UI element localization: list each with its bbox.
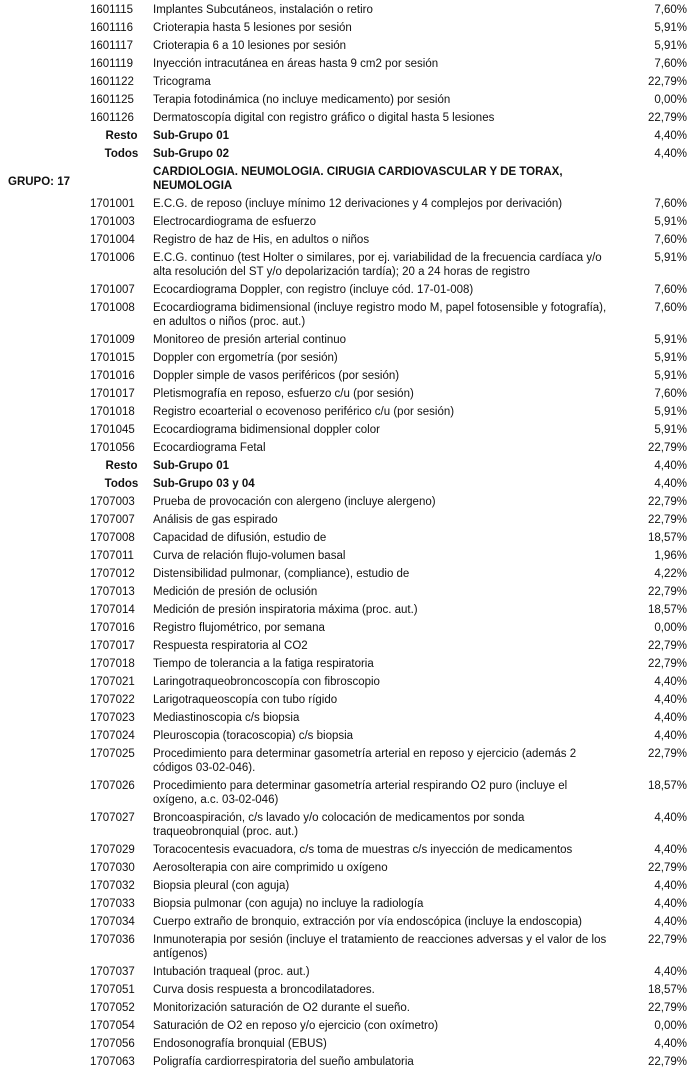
row-percentage: 4,40% <box>654 712 687 724</box>
row-description: Tiempo de tolerancia a la fatiga respiratoria <box>153 658 374 670</box>
table-row <box>0 251 687 279</box>
row-percentage: 4,40% <box>654 730 687 742</box>
row-percentage: 7,60% <box>654 302 687 314</box>
table-row <box>0 1019 687 1033</box>
row-description: Pleuroscopia (toracoscopia) c/s biopsia <box>153 730 354 742</box>
table-row <box>0 39 687 53</box>
row-code: 1707012 <box>90 568 135 580</box>
row-percentage: 7,60% <box>654 198 687 210</box>
table-row <box>0 111 687 125</box>
row-code: 1601119 <box>90 58 134 70</box>
subgroup-row <box>0 147 687 161</box>
row-percentage: 5,91% <box>654 252 687 264</box>
row-description: CARDIOLOGIA. NEUMOLOGIA. CIRUGIA CARDIOVASCULAR Y DE TORAX, NEUMOLOGIA <box>153 166 563 192</box>
table-row <box>0 369 687 383</box>
row-percentage: 22,79% <box>647 658 687 670</box>
row-description: Electrocardiograma de esfuerzo <box>153 216 316 228</box>
row-code: 1707063 <box>90 1056 135 1068</box>
row-percentage: 7,60% <box>654 58 687 70</box>
row-description: Doppler con ergometría (por sesión) <box>153 352 338 364</box>
row-code: 1701007 <box>90 284 135 296</box>
row-code: 1707014 <box>90 604 135 616</box>
row-description: Sub-Grupo 01 <box>153 460 230 472</box>
row-description: Ecocardiograma bidimensional (incluye registro modo M, papel fotosensible y fotografía), en adultos o niños (proc. aut.) <box>153 302 607 328</box>
row-percentage: 4,40% <box>654 478 687 490</box>
row-code: 1707003 <box>90 496 135 508</box>
row-code: 1701056 <box>90 442 135 454</box>
table-row <box>0 693 687 707</box>
row-description: Intubación traqueal (proc. aut.) <box>153 966 310 978</box>
table-row <box>0 75 687 89</box>
table-row <box>0 423 687 437</box>
table-row <box>0 1055 687 1069</box>
row-code: 1707007 <box>90 514 135 526</box>
row-description: Sub-Grupo 02 <box>153 148 230 160</box>
row-code: 1701004 <box>90 234 135 246</box>
row-description: Biopsia pleural (con aguja) <box>153 880 290 892</box>
row-percentage: 18,57% <box>647 780 687 792</box>
row-code: 1707023 <box>90 712 135 724</box>
table-row <box>0 747 687 775</box>
row-percentage: 18,57% <box>647 984 687 996</box>
row-percentage: 5,91% <box>654 40 687 52</box>
table-row <box>0 965 687 979</box>
table-row <box>0 333 687 347</box>
row-code: 1701016 <box>90 370 135 382</box>
table-row <box>0 301 687 329</box>
row-percentage: 0,00% <box>654 622 687 634</box>
table-row <box>0 603 687 617</box>
row-code: 1601122 <box>90 76 134 88</box>
row-description: Medición de presión de oclusión <box>153 586 318 598</box>
row-description: Medición de presión inspiratoria máxima (proc. aut.) <box>153 604 418 616</box>
row-description: Prueba de provocación con alergeno (incluye alergeno) <box>153 496 436 508</box>
row-code: Todos <box>104 478 139 490</box>
row-percentage: 22,79% <box>647 496 687 508</box>
row-description: Procedimiento para determinar gasometría arterial en reposo y ejercicio (además 2 códigos 03-02-046). <box>153 748 577 774</box>
row-percentage: 22,79% <box>647 640 687 652</box>
group-label: GRUPO: 17 <box>8 176 70 188</box>
table-row <box>0 1037 687 1051</box>
table-row <box>0 567 687 581</box>
row-description: Tricograma <box>153 76 211 88</box>
row-code: 1601116 <box>90 22 134 34</box>
table-row <box>0 983 687 997</box>
row-description: Poligrafía cardiorrespiratoria del sueño ambulatoria <box>153 1056 414 1068</box>
table-row <box>0 351 687 365</box>
table-row <box>0 21 687 35</box>
row-description: Crioterapia 6 a 10 lesiones por sesión <box>153 40 347 52</box>
row-description: Laringotraqueobroncoscopía con fibroscopio <box>153 676 380 688</box>
row-percentage: 5,91% <box>654 22 687 34</box>
row-percentage: 22,79% <box>647 586 687 598</box>
table-row <box>0 215 687 229</box>
subgroup-row <box>0 129 687 143</box>
row-percentage: 7,60% <box>654 388 687 400</box>
table-row <box>0 441 687 455</box>
row-percentage: 4,40% <box>654 1038 687 1050</box>
row-description: Registro ecoarterial o ecovenoso periférico c/u (por sesión) <box>153 406 455 418</box>
row-code: 1701001 <box>90 198 135 210</box>
row-percentage: 22,79% <box>647 1002 687 1014</box>
row-description: Sub-Grupo 03 y 04 <box>153 478 255 490</box>
table-row <box>0 915 687 929</box>
row-code: Todos <box>104 148 139 160</box>
row-code: 1701009 <box>90 334 135 346</box>
row-percentage: 4,40% <box>654 676 687 688</box>
row-code: 1707054 <box>90 1020 135 1032</box>
table-row <box>0 57 687 71</box>
table-row <box>0 811 687 839</box>
row-description: Crioterapia hasta 5 lesiones por sesión <box>153 22 352 34</box>
row-description: Mediastinoscopia c/s biopsia <box>153 712 300 724</box>
row-code: 1601115 <box>90 4 134 16</box>
table-row <box>0 879 687 893</box>
row-percentage: 4,40% <box>654 148 687 160</box>
row-percentage: 22,79% <box>647 76 687 88</box>
row-percentage: 4,40% <box>654 916 687 928</box>
table-row <box>0 621 687 635</box>
table-row <box>0 531 687 545</box>
row-description: Ecocardiograma Fetal <box>153 442 266 454</box>
row-code: 1601117 <box>90 40 134 52</box>
table-row <box>0 283 687 297</box>
table-row <box>0 657 687 671</box>
row-code: 1707013 <box>90 586 135 598</box>
row-description: Aerosolterapia con aire comprimido u oxígeno <box>153 862 388 874</box>
row-percentage: 5,91% <box>654 216 687 228</box>
row-code: Resto <box>105 130 138 142</box>
row-code: 1707029 <box>90 844 135 856</box>
row-code: 1707033 <box>90 898 135 910</box>
table-row <box>0 387 687 401</box>
row-code: 1707017 <box>90 640 135 652</box>
row-description: Ecocardiograma bidimensional doppler color <box>153 424 380 436</box>
row-description: Biopsia pulmonar (con aguja) no incluye la radiología <box>153 898 424 910</box>
row-description: Curva dosis respuesta a broncodilatadores. <box>153 984 375 996</box>
row-description: Doppler simple de vasos periféricos (por sesión) <box>153 370 400 382</box>
table-row <box>0 405 687 419</box>
row-code: 1707037 <box>90 966 135 978</box>
row-percentage: 22,79% <box>647 934 687 946</box>
row-percentage: 4,40% <box>654 460 687 472</box>
table-row <box>0 513 687 527</box>
row-percentage: 4,22% <box>654 568 687 580</box>
table-row <box>0 675 687 689</box>
row-code: 1701015 <box>90 352 135 364</box>
row-code: Resto <box>105 460 138 472</box>
row-description: Sub-Grupo 01 <box>153 130 230 142</box>
row-description: Saturación de O2 en reposo y/o ejercicio (con oxímetro) <box>153 1020 439 1032</box>
row-description: Cuerpo extraño de bronquio, extracción por vía endoscópica (incluye la endoscopia) <box>153 916 582 928</box>
row-percentage: 5,91% <box>654 370 687 382</box>
row-code: 1701006 <box>90 252 135 264</box>
row-code: 1707008 <box>90 532 135 544</box>
row-code: 1707026 <box>90 780 135 792</box>
row-percentage: 4,40% <box>654 966 687 978</box>
table-row <box>0 729 687 743</box>
row-percentage: 7,60% <box>654 284 687 296</box>
row-description: Inyección intracutánea en áreas hasta 9 cm2 por sesión <box>153 58 439 70</box>
row-description: Implantes Subcutáneos, instalación o retiro <box>153 4 373 16</box>
table-row <box>0 585 687 599</box>
row-code: 1707024 <box>90 730 135 742</box>
row-percentage: 4,40% <box>654 694 687 706</box>
row-code: 1707051 <box>90 984 135 996</box>
table-row <box>0 861 687 875</box>
row-percentage: 22,79% <box>647 1056 687 1068</box>
subgroup-row <box>0 477 687 491</box>
row-code: 1707021 <box>90 676 135 688</box>
table-row <box>0 3 687 17</box>
row-code: 1707011 <box>90 550 134 562</box>
row-percentage: 5,91% <box>654 406 687 418</box>
row-description: Monitoreo de presión arterial continuo <box>153 334 347 346</box>
row-code: 1707052 <box>90 1002 135 1014</box>
row-code: 1707034 <box>90 916 135 928</box>
table-row <box>0 897 687 911</box>
row-description: Terapia fotodinámica (no incluye medicamento) por sesión <box>153 94 451 106</box>
row-description: Curva de relación flujo-volumen basal <box>153 550 346 562</box>
row-percentage: 22,79% <box>647 748 687 760</box>
row-description: Procedimiento para determinar gasometría arterial respirando O2 puro (incluye el oxígeno, a.c. 03-02-046) <box>153 780 568 806</box>
row-code: 1707036 <box>90 934 135 946</box>
row-code: 1707022 <box>90 694 135 706</box>
row-percentage: 22,79% <box>647 514 687 526</box>
row-code: 1701045 <box>90 424 135 436</box>
row-code: 1701018 <box>90 406 135 418</box>
row-percentage: 5,91% <box>654 334 687 346</box>
row-percentage: 7,60% <box>654 4 687 16</box>
row-code: 1707016 <box>90 622 135 634</box>
row-percentage: 4,40% <box>654 812 687 824</box>
row-description: Inmunoterapia por sesión (incluye el tratamiento de reacciones adversas y el valor de los antígenos) <box>153 934 607 960</box>
row-code: 1701017 <box>90 388 135 400</box>
row-code: 1707025 <box>90 748 135 760</box>
table-row <box>0 197 687 211</box>
table-row <box>0 779 687 807</box>
table-row <box>0 93 687 107</box>
row-description: Capacidad de difusión, estudio de <box>153 532 327 544</box>
row-percentage: 22,79% <box>647 862 687 874</box>
row-description: Ecocardiograma Doppler, con registro (incluye cód. 17-01-008) <box>153 284 474 296</box>
row-description: Toracocentesis evacuadora, c/s toma de muestras c/s inyección de medicamentos <box>153 844 573 856</box>
row-description: Análisis de gas espirado <box>153 514 278 526</box>
table-row <box>0 711 687 725</box>
subgroup-row <box>0 459 687 473</box>
row-description: Distensibilidad pulmonar, (compliance), estudio de <box>153 568 410 580</box>
table-row <box>0 1001 687 1015</box>
row-percentage: 18,57% <box>647 604 687 616</box>
row-description: Broncoaspiración, c/s lavado y/o colocación de medicamentos por sonda traqueobronquial (proc. aut.) <box>153 812 525 838</box>
row-description: Respuesta respiratoria al CO2 <box>153 640 308 652</box>
row-description: Monitorización saturación de O2 durante el sueño. <box>153 1002 410 1014</box>
row-code: 1601126 <box>90 112 134 124</box>
row-percentage: 4,40% <box>654 130 687 142</box>
row-description: Pletismografía en reposo, esfuerzo c/u (por sesión) <box>153 388 414 400</box>
row-description: Larigotraqueoscopía con tubo rígido <box>153 694 338 706</box>
row-code: 1701008 <box>90 302 135 314</box>
table-row <box>0 495 687 509</box>
row-code: 1707056 <box>90 1038 135 1050</box>
row-code: 1707027 <box>90 812 135 824</box>
row-percentage: 4,40% <box>654 898 687 910</box>
row-code: 1707018 <box>90 658 135 670</box>
row-code: 1601125 <box>90 94 134 106</box>
table-row <box>0 233 687 247</box>
row-description: Registro de haz de His, en adultos o niños <box>153 234 370 246</box>
row-description: E.C.G. de reposo (incluye mínimo 12 derivaciones y 4 complejos por derivación) <box>153 198 563 210</box>
table-row <box>0 933 687 961</box>
table-row <box>0 549 687 563</box>
row-percentage: 1,96% <box>654 550 687 562</box>
row-percentage: 18,57% <box>647 532 687 544</box>
row-description: Endosonografía bronquial (EBUS) <box>153 1038 327 1050</box>
row-description: Registro flujométrico, por semana <box>153 622 325 634</box>
row-percentage: 22,79% <box>647 112 687 124</box>
table-row <box>0 639 687 653</box>
table-row <box>0 843 687 857</box>
row-percentage: 5,91% <box>654 352 687 364</box>
row-percentage: 7,60% <box>654 234 687 246</box>
row-code: 1707032 <box>90 880 135 892</box>
row-percentage: 4,40% <box>654 880 687 892</box>
row-code: 1707030 <box>90 862 135 874</box>
row-description: E.C.G. continuo (test Holter o similares, por ej. variabilidad de la frecuencia cardíaca y/o alta resolución del ST y/o depolarización tardía); 20 a 24 horas de registro <box>153 252 602 278</box>
row-description: Dermatoscopía digital con registro gráfico o digital hasta 5 lesiones <box>153 112 495 124</box>
row-percentage: 5,91% <box>654 424 687 436</box>
row-percentage: 0,00% <box>654 94 687 106</box>
row-percentage: 22,79% <box>647 442 687 454</box>
group-header-row <box>0 165 687 193</box>
row-code: 1701003 <box>90 216 135 228</box>
row-percentage: 0,00% <box>654 1020 687 1032</box>
row-percentage: 4,40% <box>654 844 687 856</box>
